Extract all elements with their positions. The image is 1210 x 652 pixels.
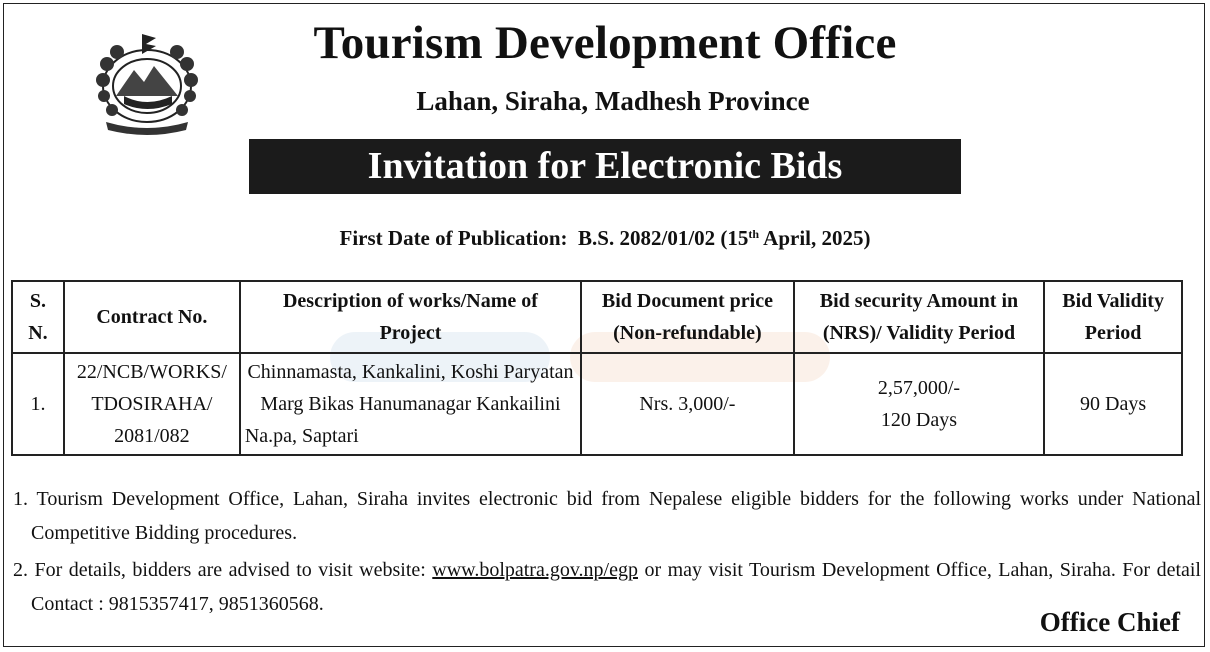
header-security-line1: Bid security Amount in (819, 290, 1019, 312)
cell-validity: 90 Days (1044, 353, 1182, 455)
note-2-intro: 2. For details, bidders are advised to visit website: (13, 559, 433, 581)
signature-office-chief: Office Chief (1039, 607, 1180, 637)
header-description-line1: Description of works/Name of (282, 290, 538, 312)
note-2 (13, 553, 1201, 621)
header-validity-line2: Period (1084, 322, 1142, 344)
contract-line2: TDOSIRAHA/ (91, 393, 213, 415)
contract-line3: 2081/082 (114, 425, 190, 447)
bid-table (11, 280, 1183, 456)
publication-bs-date: B.S. 2082/01/02 (15 (578, 226, 749, 250)
security-validity: 120 Days (880, 409, 958, 431)
header-sn-line1: S. (29, 290, 47, 312)
header-doc-price-line1: Bid Document price (601, 290, 773, 312)
office-location: Lahan, Siraha, Madhesh Province (416, 86, 810, 116)
publication-date (0, 226, 1210, 251)
header-description-line2: Project (379, 322, 442, 344)
publication-ordinal: th (748, 227, 760, 241)
header-security (794, 281, 1044, 353)
header-validity-line1: Bid Validity (1062, 290, 1164, 312)
contract-line1: 22/NCB/WORKS/ (76, 361, 227, 383)
publication-label: First Date of Publication: (339, 226, 568, 250)
header-doc-price (581, 281, 794, 353)
note-2-contact: or may visit Tourism Development Office, Lahan, Siraha. For detail Contact : 9815357417, 9851360568. (31, 559, 1201, 615)
security-amount: 2,57,000/- (877, 377, 961, 399)
header-sn (12, 281, 64, 353)
header-doc-price-line2: (Non-refundable) (613, 322, 762, 344)
header-sn-line2: N. (28, 322, 48, 344)
cell-security (794, 353, 1044, 455)
cell-description: Chinnamasta, Kankalini, Koshi Paryatan Marg Bikas Hanumanagar Kankailini Na.pa, Saptari (240, 353, 581, 455)
publication-ad-date: April, 2025) (759, 226, 871, 250)
header-validity (1044, 281, 1182, 353)
cell-contract (64, 353, 240, 455)
notice-banner: Invitation for Electronic Bids (249, 139, 961, 194)
header-security-line2: (NRS)/ Validity Period (822, 322, 1016, 344)
cell-doc-price: Nrs. 3,000/- (581, 353, 794, 455)
office-title: Tourism Development Office (313, 17, 897, 69)
notes-section (13, 482, 1201, 624)
header-contract: Contract No. (64, 281, 240, 353)
note-1: 1. Tourism Development Office, Lahan, Siraha invites electronic bid from Nepalese eligible bidders for the following works under National Competitive Bidding procedures. (13, 488, 1201, 544)
website-link[interactable]: www.bolpatra.gov.np/egp (432, 559, 638, 581)
table-row (12, 353, 1182, 455)
header-description (240, 281, 581, 353)
cell-sn: 1. (12, 353, 64, 455)
table-header-row (12, 281, 1182, 353)
